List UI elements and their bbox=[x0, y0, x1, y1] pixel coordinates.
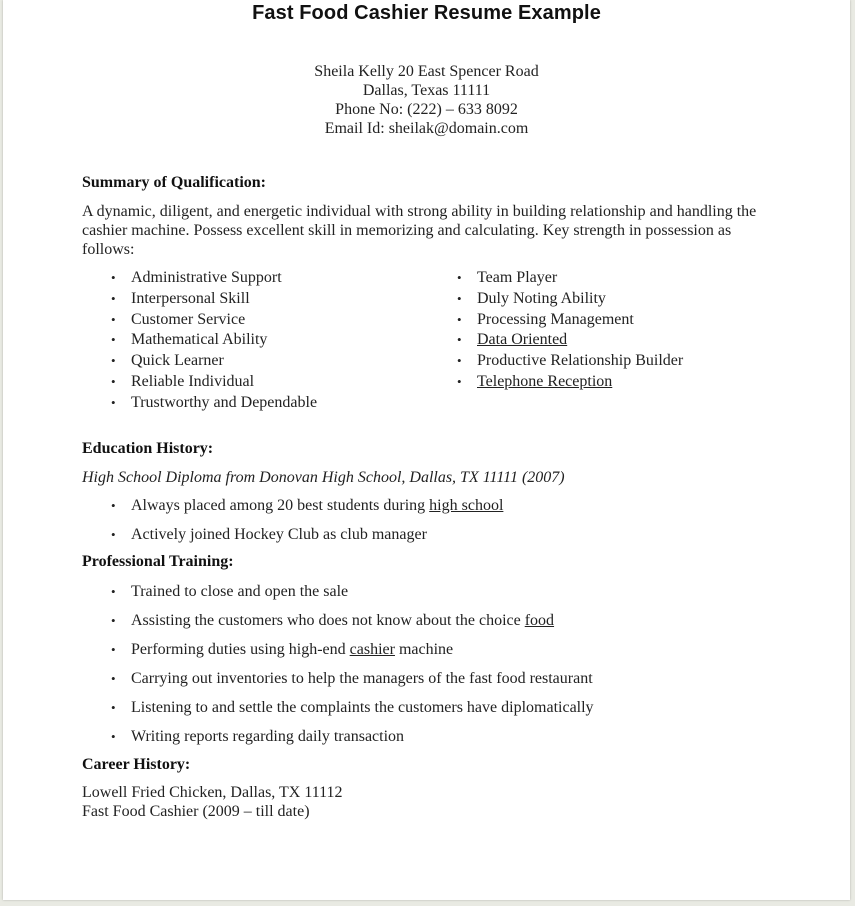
contact-phone: Phone No: (222) – 633 8092 bbox=[335, 101, 518, 118]
list-item: • Interpersonal Skill bbox=[111, 289, 317, 310]
list-item: • Assisting the customers who does not know about the choice food bbox=[111, 611, 594, 631]
list-item: • Performing duties using high-end cashier machine bbox=[111, 640, 594, 660]
training-heading: Professional Training: bbox=[82, 553, 234, 570]
list-item: • Mathematical Ability bbox=[111, 330, 317, 351]
list-item bbox=[457, 330, 683, 351]
skills-right-list bbox=[457, 268, 683, 393]
list-item: • Team Player bbox=[457, 268, 683, 289]
cashier-link[interactable]: cashier bbox=[349, 641, 395, 658]
training-list bbox=[111, 582, 594, 747]
list-item: • Productive Relationship Builder bbox=[457, 351, 683, 372]
career-position: Fast Food Cashier (2009 – till date) bbox=[82, 803, 310, 820]
list-item: • Listening to and settle the complaints the customers have diplomatically bbox=[111, 698, 594, 718]
summary-heading: Summary of Qualification: bbox=[82, 174, 266, 191]
list-item: • Quick Learner bbox=[111, 351, 317, 372]
list-item: • Administrative Support bbox=[111, 268, 317, 289]
list-item: • Customer Service bbox=[111, 310, 317, 331]
list-item: • Carrying out inventories to help the managers of the fast food restaurant bbox=[111, 669, 594, 689]
career-heading: Career History: bbox=[82, 756, 191, 773]
food-link[interactable]: food bbox=[524, 612, 555, 629]
list-item: • Trained to close and open the sale bbox=[111, 582, 594, 602]
telephone-reception-link[interactable]: Telephone Reception bbox=[477, 372, 613, 390]
skills-left-list bbox=[111, 268, 317, 414]
education-heading: Education History: bbox=[82, 440, 214, 457]
list-item: • Duly Noting Ability bbox=[457, 289, 683, 310]
high-school-link[interactable]: high school bbox=[429, 497, 504, 514]
page-title: Fast Food Cashier Resume Example bbox=[252, 2, 601, 24]
list-item: • Reliable Individual bbox=[111, 372, 317, 393]
list-item: • Actively joined Hockey Club as club manager bbox=[111, 525, 503, 545]
contact-email: Email Id: sheilak@domain.com bbox=[324, 120, 529, 137]
career-employer: Lowell Fried Chicken, Dallas, TX 11112 bbox=[82, 784, 343, 801]
contact-name-address: Sheila Kelly 20 East Spencer Road bbox=[314, 63, 539, 80]
contact-city: Dallas, Texas 11111 bbox=[362, 82, 491, 99]
list-item: • Trustworthy and Dependable bbox=[111, 393, 317, 414]
list-item bbox=[457, 372, 683, 393]
education-list bbox=[111, 496, 503, 545]
list-item: • Always placed among 20 best students during high school bbox=[111, 496, 503, 516]
list-item: • Processing Management bbox=[457, 310, 683, 331]
contact-block bbox=[3, 62, 850, 138]
resume-page bbox=[3, 0, 850, 900]
summary-paragraph: A dynamic, diligent, and energetic individual with strong ability in building relationship and handling the cashier machine. Possess excellent skill in memorizing and calculating. Key strength in possession as follows: bbox=[82, 203, 757, 258]
list-item: • Writing reports regarding daily transaction bbox=[111, 727, 594, 747]
education-degree: High School Diploma from Donovan High School, Dallas, TX 11111 (2007) bbox=[82, 469, 565, 486]
data-oriented-link[interactable]: Data Oriented bbox=[477, 331, 568, 349]
